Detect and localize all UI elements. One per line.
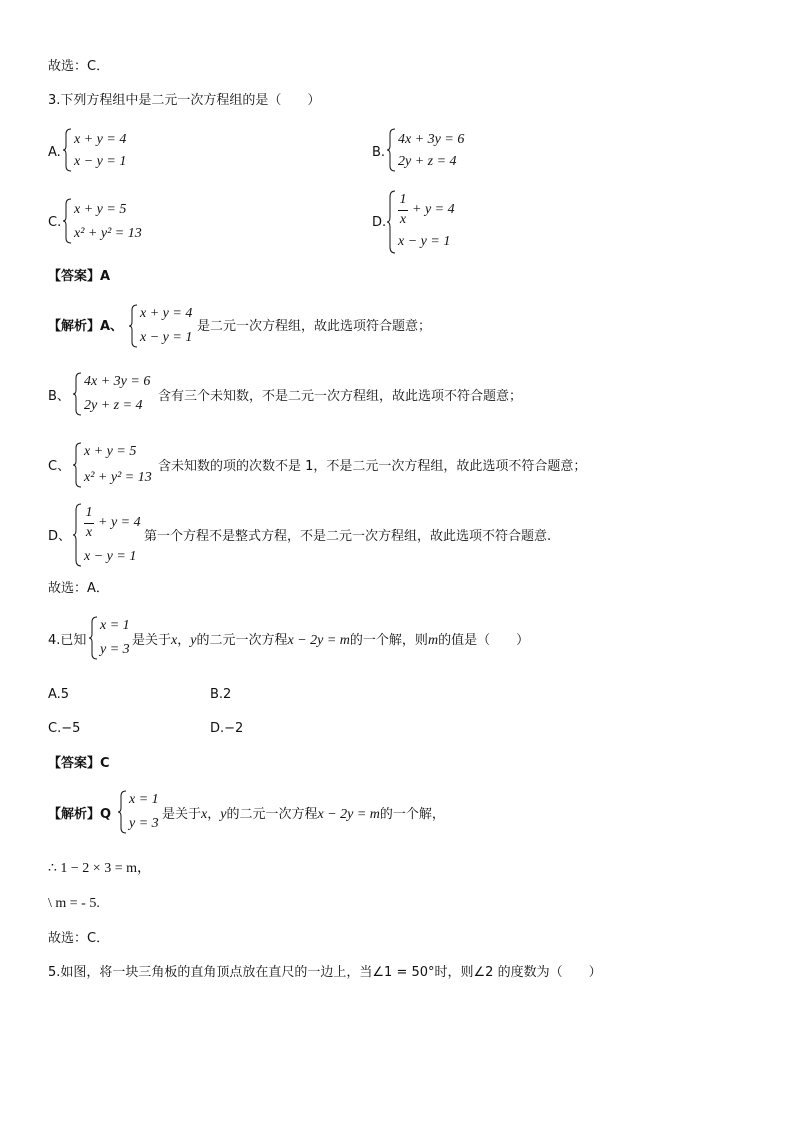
q3-analysis-d-system [72,503,152,569]
q3-analysis-d-text: 第一个方程不是整式方程，不是二元一次方程组，故此选项不符合题意. [144,529,552,544]
q4-analysis-mid2: 的二元一次方程 [226,807,318,822]
q3-analysis-b-system [72,372,158,418]
q4-var-m: m [427,633,439,648]
q3-analysis-a-eq2: x − y = 1 [140,330,193,345]
q3-analysis-a-eq1: x + y = 4 [140,306,193,321]
q3-analysis-c-system [72,442,158,490]
q4-step2: \ m = - 5. [48,896,100,911]
brace-icon [62,198,72,244]
q4-stem-mid2: 的二元一次方程 [196,633,288,648]
q4-answer: 【答案】C [48,756,110,771]
q4-var-y: y [190,633,197,648]
q3-option-b-system [386,128,506,174]
q3-option-b-eq2: 2y + z = 4 [398,154,457,169]
q3-stem: 3.下列方程组中是二元一次方程组的是（ ） [48,93,321,108]
q3-analysis-d-prefix: D、 [48,529,72,544]
q3-analysis-c-eq1: x + y = 5 [84,444,137,459]
q4-analysis-sep: ， [207,807,221,822]
q3-analysis-c-prefix: C、 [48,459,71,474]
q3-option-a-eq1: x + y = 4 [74,132,127,147]
brace-icon [62,128,72,172]
q2-conclusion: 故选：C． [48,59,110,74]
q3-option-d-frac-den: x [399,212,407,227]
q3-option-d-label: D. [372,215,387,230]
q3-analysis-a-text: 是二元一次方程组，故此选项符合题意； [197,319,432,334]
q4-equation: x − 2y = m [287,633,350,648]
brace-icon [386,190,396,254]
q3-analysis-b-prefix: B、 [48,389,70,404]
q3-option-a-label: A. [48,145,61,160]
q4-analysis-mid1: 是关于 [162,807,202,822]
q3-option-c-eq2: x² + y² = 13 [74,226,142,241]
q4-stem-mid3: 的一个解，则 [349,633,428,648]
q3-analysis-d-eq1-rest: + y = 4 [98,515,141,530]
q4-analysis-prefix: 【解析】Q [48,807,112,822]
q3-analysis-d-frac-den: x [85,525,93,540]
q3-option-c-system [62,198,182,246]
q4-var-x: x [171,633,178,648]
q3-option-d-frac-num: 1 [399,192,407,207]
brace-icon [128,304,138,348]
q4-analysis-var-y: y [220,807,227,822]
q4-analysis-text [162,806,445,824]
q4-sep: ， [177,633,191,648]
q3-analysis-prefix: 【解析】A、 [48,319,124,334]
q3-option-d-system [386,190,506,256]
q3-option-b-label: B. [372,145,386,160]
q3-answer: 【答案】A [48,269,111,284]
q4-stem-text [132,632,529,650]
q3-option-b-eq1: 4x + 3y = 6 [398,132,465,147]
q3-analysis-b-eq1: 4x + 3y = 6 [84,374,151,389]
q4-conclusion: 故选：C． [48,931,110,946]
q4-sys-eq2: y = 3 [100,642,130,657]
q4-sys-eq1: x = 1 [100,618,130,633]
q4-analysis-var-x: x [201,807,208,822]
q4-option-d: D.−2 [210,721,244,736]
brace-icon [88,616,98,660]
q3-analysis-d-frac-num: 1 [85,505,93,520]
brace-icon [386,128,396,172]
brace-icon [72,372,82,416]
q3-analysis-b-eq2: 2y + z = 4 [84,398,143,413]
q3-option-d-eq1-rest: + y = 4 [412,202,455,217]
q4-step1: ∴ 1 − 2 × 3 = m， [48,861,151,876]
brace-icon [72,503,82,567]
q3-analysis-d-eq2: x − y = 1 [84,549,137,564]
q4-option-c: C.−5 [48,721,81,736]
q4-analysis-eq2: y = 3 [129,816,159,831]
q3-option-a-system [62,128,182,174]
q3-analysis-c-text: 含未知数的项的次数不是 1，不是二元一次方程组，故此选项不符合题意； [158,459,587,474]
q3-conclusion: 故选：A． [48,581,109,596]
fraction-bar [398,210,408,211]
q3-option-d-eq2: x − y = 1 [398,234,451,249]
q4-analysis-end: 的一个解， [379,807,445,822]
q3-analysis-b-text: 含有三个未知数，不是二元一次方程组，故此选项不符合题意； [158,389,523,404]
q5-stem: 5.如图，将一块三角板的直角顶点放在直尺的一边上，当∠1 = 50°时，则∠2 的度数为（ ） [48,965,602,980]
fraction-bar [84,523,94,524]
brace-icon [72,442,82,488]
q3-analysis-c-eq2: x² + y² = 13 [84,470,152,485]
q4-option-a: A.5 [48,687,70,702]
q4-stem-system [88,616,138,662]
q4-option-b: B.2 [210,687,232,702]
brace-icon [117,790,127,834]
q3-option-c-eq1: x + y = 5 [74,202,127,217]
q4-stem-mid1: 是关于 [132,633,172,648]
q4-analysis-equation: x − 2y = m [317,807,380,822]
q3-option-a-eq2: x − y = 1 [74,154,127,169]
q3-analysis-a-system [128,304,198,350]
q4-analysis-eq1: x = 1 [129,792,159,807]
q4-analysis-system [117,790,167,836]
q4-stem-end: 的值是（ ） [438,633,530,648]
q3-option-c-label: C. [48,215,62,230]
q4-stem-prefix: 4.已知 [48,633,87,648]
